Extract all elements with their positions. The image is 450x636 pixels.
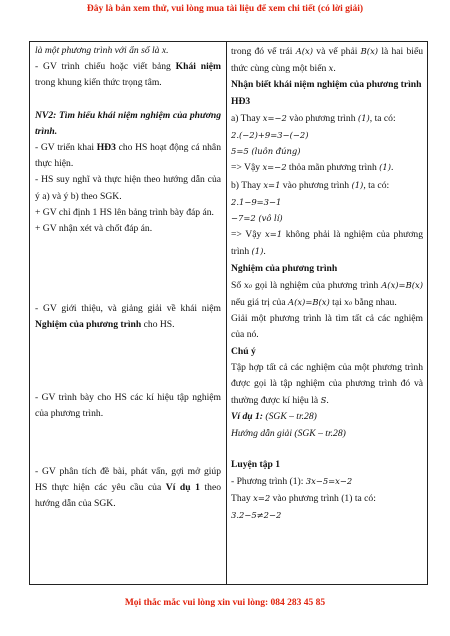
- left-p9: - GV trình bày cho HS các kí hiệu tập nghiệm của phương trình.: [35, 391, 221, 419]
- left-p5: - HS suy nghĩ và thực hiện theo hướng dẫn của ý a) và ý b) theo SGK.: [35, 174, 221, 202]
- right-r13: Số x₀ gọi là nghiệm của phương trình A(x)=B(x) nếu giá trị của A(x)=B(x) tại x₀ bằng nhau.: [231, 279, 423, 309]
- left-p10: - GV phân tích đề bài, phát vấn, gợi mở giúp HS thực hiện các yêu cầu của Ví dụ 1 theo hướng dẫn của SGK.: [35, 466, 222, 510]
- section-heading-recognize: Nhận biết khái niệm nghiệm của phương trình: [231, 79, 422, 91]
- equation-r22: 3.2−5≠2−2: [231, 510, 282, 521]
- solution-guide: Hướng dẫn giải (SGK – tr.28): [231, 427, 346, 439]
- equation-r6: 5=5 (luôn đúng): [231, 146, 301, 157]
- right-r14: Giải một phương trình là tìm tất cả các nghiệm của nó.: [231, 313, 423, 341]
- right-r21: Thay x=2 vào phương trình (1) ta có:: [231, 493, 376, 505]
- lesson-table: [29, 41, 428, 585]
- equation-r10: −7=2 (vô lí): [231, 213, 283, 224]
- right-r7: => Vậy x=−2 thỏa mãn phương trình (1).: [231, 162, 394, 174]
- note-heading: Chú ý: [231, 345, 256, 357]
- task-heading-nv2: NV2: Tìm hiểu khái niệm nghiệm của phương trình.: [35, 109, 221, 137]
- right-r1: trong đó vế trái A(x) và vế phải B(x) là hai biểu thức cùng cùng một biến x.: [231, 46, 423, 75]
- right-r16: Tập hợp tất cả các nghiệm của một phương trình được gọi là tập nghiệm của phương trình đó và thường được kí hiệu là S.: [231, 361, 423, 407]
- right-r8: b) Thay x=1 vào phương trình (1), ta có:: [231, 179, 390, 191]
- equation-r9: 2.1−9=3−1: [231, 196, 282, 207]
- practice-heading: Luyện tập 1: [231, 458, 281, 470]
- left-p6: + GV chỉ định 1 HS lên bảng trình bày đáp án.: [35, 206, 214, 218]
- right-r11: => Vậy x=1 không phải là nghiệm của phương trình (1).: [231, 229, 423, 258]
- right-r4: a) Thay x=−2 vào phương trình (1), ta có:: [231, 112, 396, 124]
- activity-label-hd3: HĐ3: [231, 95, 251, 107]
- column-divider: [226, 42, 227, 584]
- left-p7: + GV nhận xét và chốt đáp án.: [35, 223, 153, 235]
- contact-footer: Mọi thắc mắc vui lòng xin vui lòng: 084 283 45 85: [124, 598, 326, 608]
- preview-banner: Đây là bản xem thử, vui lòng mua tài liệu để xem chi tiết (có lời giải): [86, 4, 364, 14]
- activities-column: [35, 43, 221, 513]
- equation-r5: 2.(−2)+9=3−(−2): [231, 130, 309, 141]
- left-p8: - GV giới thiệu, và giảng giải về khái niệm Nghiệm của phương trình cho HS.: [35, 303, 221, 331]
- right-r20: - Phương trình (1): 3x−5=x−2: [231, 476, 353, 488]
- left-p2: - GV trình chiếu hoặc viết bảng Khái niệm trong khung kiến thức trọng tâm.: [35, 61, 221, 89]
- left-p4: - GV triển khai HĐ3 cho HS hoạt động cá nhân thực hiện.: [35, 142, 221, 170]
- left-p1: là một phương trình với ẩn số là x.: [35, 45, 169, 56]
- section-heading-solution: Nghiệm của phương trình: [231, 262, 338, 274]
- example-1-label: Ví dụ 1: (SGK – tr.28): [231, 411, 317, 423]
- products-column: [231, 43, 423, 524]
